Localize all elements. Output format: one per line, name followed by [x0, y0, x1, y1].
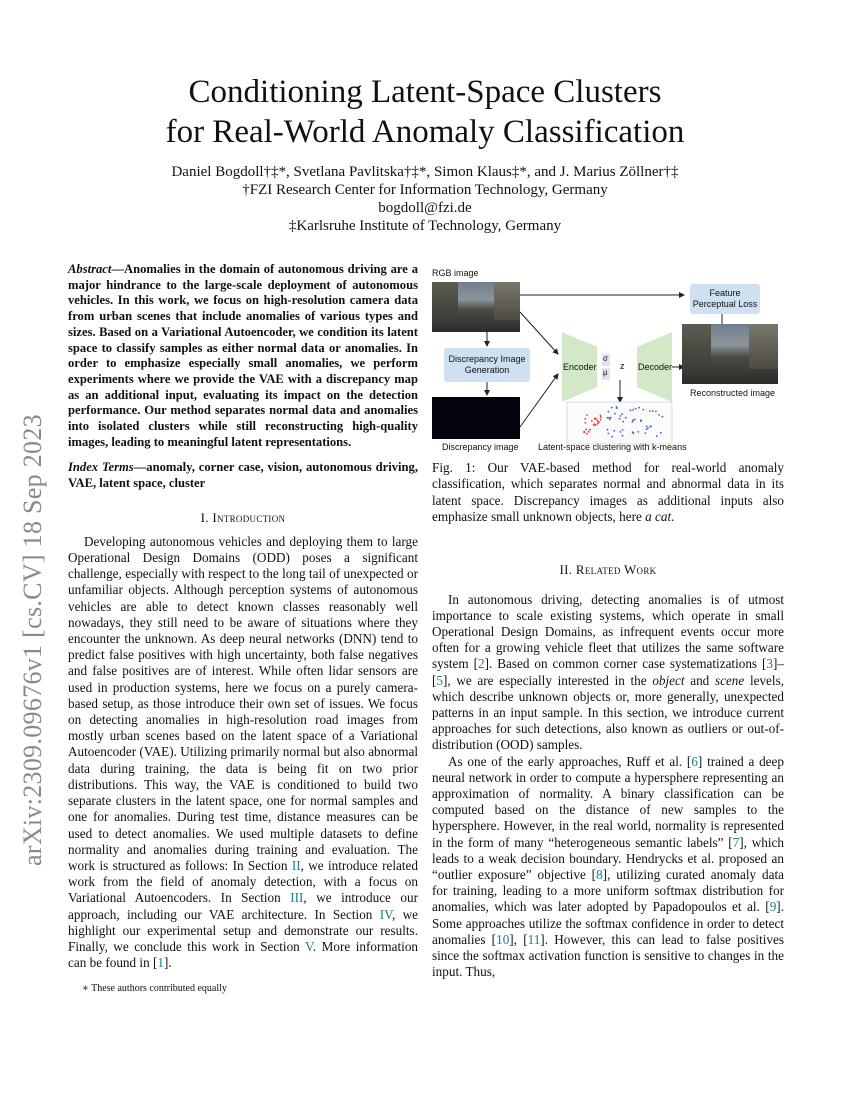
ref-citation-3[interactable]: 3	[766, 656, 773, 672]
scatter-point-normal	[633, 432, 635, 434]
index-terms-text: —anomaly, corner case, vision, autonomous driving, VAE, latent space, cluster	[68, 460, 418, 491]
scatter-point-normal	[613, 430, 615, 432]
scatter-point-normal	[620, 415, 622, 417]
title-line-2: for Real-World Anomaly Classification	[165, 114, 685, 150]
discrepancy-generation-box: Discrepancy Image Generation	[444, 348, 530, 382]
scatter-point-normal	[642, 409, 644, 411]
scatter-point-normal	[632, 409, 634, 411]
affiliation-fzi: †FZI Research Center for Information Technology, Germany	[242, 182, 608, 198]
introduction-paragraph	[68, 534, 418, 971]
scatter-point-normal	[607, 417, 609, 419]
scatter-point-anomaly	[600, 416, 602, 418]
scatter-point-normal	[608, 411, 610, 413]
arxiv-identifier	[8, 290, 58, 990]
scatter-point-anomaly	[591, 420, 593, 422]
label-clustering: Latent-space clustering with k-means	[538, 442, 687, 452]
scatter-point-anomaly	[586, 433, 588, 435]
rw-text-4: ], we are especially interested in the	[443, 672, 653, 688]
scatter-point-normal	[658, 414, 660, 416]
scatter-point-normal	[638, 407, 640, 409]
section-heading-introduction: I. Introduction	[200, 509, 286, 525]
caption-text: Fig. 1: Our VAE-based method for real-world anomaly classification, which separates normal and abnormal data in its latent space. Discrepancy images as additional inputs also emphasize small unknown objects, here	[432, 460, 784, 525]
ref-section-2[interactable]: II	[291, 857, 301, 873]
scatter-point-normal	[646, 426, 648, 428]
right-column	[432, 262, 784, 981]
intro-text-3: , we introduce our approach, including our VAE architecture. In Section	[68, 890, 418, 922]
reconstructed-image-photo	[682, 324, 778, 384]
scatter-point-normal	[619, 418, 621, 420]
left-column	[68, 262, 418, 994]
scatter-point-normal	[637, 431, 639, 433]
scatter-point-anomaly	[598, 421, 600, 423]
scatter-point-anomaly	[589, 429, 591, 431]
scatter-point-normal	[632, 421, 634, 423]
scatter-point-normal	[611, 407, 613, 409]
scatter-point-normal	[647, 427, 649, 429]
rw2-text-6: ], [	[509, 931, 528, 947]
rw2-text-5: ]. Some approaches utilize the softmax confidence in order to detect anomalies [	[432, 899, 784, 947]
caption-italic: a cat	[645, 509, 672, 525]
label-discrepancy-image: Discrepancy image	[442, 442, 519, 452]
rw-text-2: ]. Based on common corner case systematizations [	[484, 656, 767, 672]
rw-text-5: and	[684, 672, 715, 688]
index-terms	[68, 460, 418, 491]
cluster-plot	[567, 402, 672, 444]
index-terms-lead: Index Terms	[68, 460, 134, 475]
scatter-point-anomaly	[594, 418, 596, 420]
scatter-point-normal	[610, 417, 612, 419]
abstract-text: —Anomalies in the domain of autonomous driving are a major hindrance to the large-scale deployment of autonomous vehicles. In this work, we focus on high-resolution camera data from urban scenes that include anomalies of various types and sizes. Based on a Variational Autoencoder, we condition its latent space to classify samples as either normal data or anomalies. In order to emphasize especially small anomalies, we perform experiments where we provide the VAE with a discrepancy map as an additional input, evaluating its impact on the detection performance. Our method separates normal data and anomalies into isolated clusters while still reconstructing high-quality images, leading to meaningful latent representations.	[68, 262, 418, 449]
author-names: Daniel Bogdoll†‡*, Svetlana Pavlitska†‡*, Simon Klaus‡*, and J. Marius Zöllner†‡	[171, 164, 679, 180]
abstract-lead: Abstract	[68, 262, 112, 276]
scatter-point-normal	[634, 419, 636, 421]
caption-end: .	[671, 509, 675, 525]
ref-citation-7[interactable]: 7	[732, 834, 740, 850]
scatter-point-normal	[616, 406, 618, 408]
label-z: z	[620, 361, 625, 371]
scatter-point-normal	[632, 419, 634, 421]
scatter-point-anomaly	[597, 423, 599, 425]
scatter-point-normal	[644, 432, 646, 434]
scatter-point-anomaly	[593, 424, 595, 426]
intro-text-5: . More information can be found in [	[68, 938, 419, 971]
scatter-point-normal	[621, 413, 623, 415]
ref-citation-10[interactable]: 10	[496, 931, 510, 947]
scatter-point-normal	[622, 429, 624, 431]
scatter-point-normal	[622, 435, 624, 437]
figure-1	[432, 262, 784, 452]
label-reconstructed-image: Reconstructed image	[690, 388, 776, 398]
section-heading-related-work: II. Related Work	[559, 561, 657, 577]
scatter-point-normal	[649, 410, 651, 412]
ref-section-3[interactable]: III	[290, 890, 304, 906]
footnote: ∗ These authors contributed equally	[82, 983, 227, 995]
label-sigma: σ	[603, 354, 608, 363]
scatter-point-normal	[609, 419, 611, 421]
ref-citation-9[interactable]: 9	[769, 899, 777, 915]
scatter-point-normal	[640, 420, 642, 422]
scatter-point-anomaly	[596, 420, 598, 422]
rw-text-1: In autonomous driving, detecting anomalies is of utmost importance to scale existing systems, which operate in small Operational Design Domains, as infrequent events occur more often for a growing vehicle fleet that utilizes the same software system [	[432, 591, 784, 672]
scatter-point-normal	[630, 409, 632, 411]
scatter-point-anomaly	[600, 419, 602, 421]
ref-citation-8[interactable]: 8	[596, 867, 603, 883]
related-work-paragraph-1	[432, 592, 784, 754]
rw2-text-3: ], which leads to a weak decision boundary. Hendrycks et al. proposed an “outlier exposure” objective [	[432, 834, 784, 883]
rw2-text-1: As one of the early approaches, Ruff et al. [	[448, 753, 692, 769]
discrepancy-image-photo	[432, 397, 520, 439]
ref-citation-5[interactable]: 5	[436, 672, 443, 688]
arxiv-identifier-text: arXiv:2309.09676v1 [cs.CV] 18 Sep 2023	[18, 414, 48, 866]
intro-text-4: , we highlight our experimental setup and demonstrate our results. Finally, we conclude this work in Section	[68, 906, 418, 954]
label-rgb-image: RGB image	[432, 268, 479, 278]
rw2-text-7: ]. However, this can lead to false positives since the softmax activation function is sensitive to changes in the input. Thus,	[432, 931, 785, 980]
scatter-point-anomaly	[583, 432, 585, 434]
scatter-point-normal	[635, 408, 637, 410]
label-mu: μ	[603, 368, 608, 377]
scatter-point-normal	[656, 435, 658, 437]
scatter-point-normal	[607, 429, 609, 431]
scatter-point-normal	[662, 416, 664, 418]
intro-text-1: Developing autonomous vehicles and deploying them to large Operational Design Domains (ODD) poses a significant challenge, especially with respect to the long tail of unexpected or unfamiliar objects. Although perception systems of autonomous vehicles are able to detect known classes reasonably well nowadays, they still need to be aware of situations where they encounter the unknown. As deep neural networks (DNN) tend to predict false positives with high uncertainty, both false negatives and false positives are of interest. While often lidar sensors are used in production systems, here we focus on a purely camera-based setup, as those introduce their own set of issues. We focus on detecting anomalies in high-resolution road images from mostly urban scenes based on the latent space of a Variational Autoencoder (VAE). Utilizing primarily normal but also abnormal data during training, the data is being fit on two prior distributions. This way, the VAE is conditioned to build two separate clusters in the latent space, one for normal samples and one for anomalies. During test time, distance measures can be used to detect anomalies. We used multiple datasets to define normality and anomalies during training and evaluation. The work is structured as follows: In Section	[68, 533, 418, 873]
author-block	[0, 163, 850, 235]
scatter-point-normal	[619, 431, 621, 433]
intro-text-6: ].	[163, 955, 172, 971]
scatter-point-normal	[660, 432, 662, 434]
label-encoder: Encoder	[563, 362, 597, 372]
scatter-point-normal	[652, 410, 654, 412]
abstract	[68, 262, 418, 450]
ref-citation-2[interactable]: 2	[477, 656, 485, 672]
rw2-text-4: ], utilizing curated anomaly data for training, leading to a more uniform softmax distribution for anomalies, which was later adopted by Papadopoulos et al. [	[432, 867, 784, 915]
author-email[interactable]: bogdoll@fzi.de	[378, 200, 472, 216]
rw2-text-2: ] trained a deep neural network in order to compute a hypersphere representing an approximation of normality. A binary classification can be computed based on the distance of new samples to the hypersphere. However, in the real world, normality is represented in the form of many “heterogeneous semantic labels” [	[432, 753, 784, 850]
paper-title	[0, 72, 850, 152]
rw-text-6: levels, which describe unknown objects or, more generally, unexpected patterns in an input sample. In this section, we introduce current approaches for such detections, also known as outliers or out-of-distribution (OOD) samples.	[432, 672, 785, 753]
scatter-point-anomaly	[585, 429, 587, 431]
scatter-point-normal	[625, 417, 627, 419]
affiliation-kit: ‡Karlsruhe Institute of Technology, Germany	[288, 218, 562, 234]
ref-section-5[interactable]: V	[305, 938, 313, 954]
rw-italic-scene: scene	[714, 672, 745, 688]
scatter-point-anomaly	[600, 415, 602, 417]
intro-text-2: , we introduce related work from the field of anomaly detection, with a focus on Variational Autoencoders. In Section	[68, 857, 418, 906]
feature-perceptual-loss-box: Feature Perceptual Loss	[690, 284, 760, 314]
figure-caption	[432, 460, 784, 526]
related-work-paragraph-2	[432, 754, 784, 981]
scatter-point-normal	[614, 413, 616, 415]
scatter-point-normal	[622, 421, 624, 423]
rw-text-3: ]–[	[432, 656, 784, 688]
title-line-1: Conditioning Latent-Space Clusters	[188, 74, 662, 110]
rgb-image-photo	[432, 282, 520, 332]
scatter-point-normal	[649, 425, 651, 427]
ref-citation-1[interactable]: 1	[157, 955, 164, 971]
scatter-point-anomaly	[588, 431, 590, 433]
ref-citation-6[interactable]: 6	[691, 753, 698, 769]
ref-section-4[interactable]: IV	[379, 906, 392, 922]
scatter-point-anomaly	[607, 433, 609, 435]
rw-italic-object: object	[652, 672, 685, 688]
scatter-point-normal	[655, 411, 657, 413]
label-decoder: Decoder	[638, 362, 673, 372]
scatter-point-anomaly	[584, 418, 586, 420]
ref-citation-11[interactable]: 11	[527, 931, 541, 947]
scatter-point-anomaly	[585, 422, 587, 424]
scatter-point-normal	[611, 436, 613, 438]
scatter-point-anomaly	[586, 414, 588, 416]
